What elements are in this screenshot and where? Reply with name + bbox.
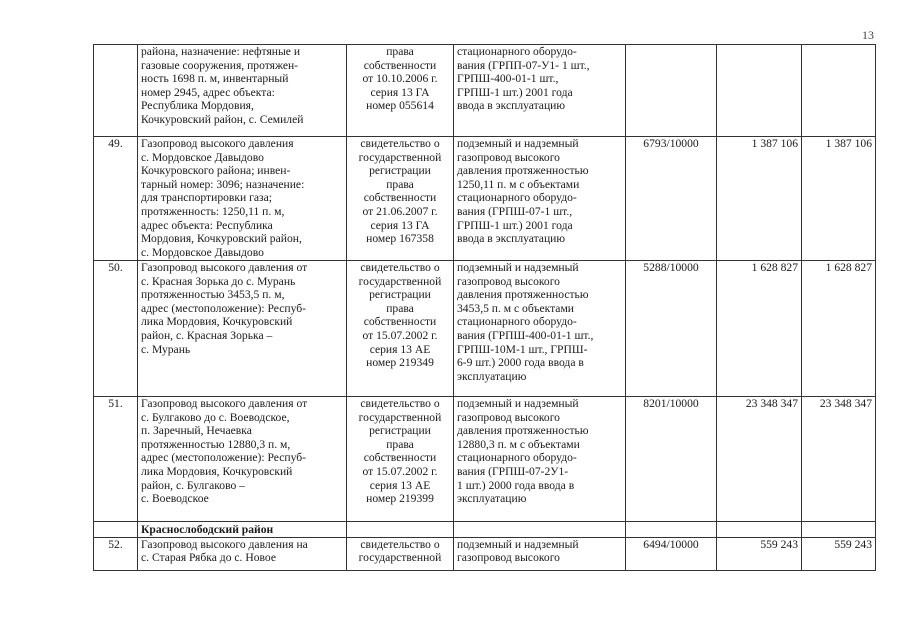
text-line: с. Мордовское Давыдово [141,245,264,259]
text-line: района, назначение: нефтяные и [141,45,301,58]
object-name-cell [138,537,347,570]
text-line: свидетельство о [360,537,440,551]
text-line: газовые сооружения, протяжен- [141,58,299,72]
value-cell: 1 628 827 [802,261,876,397]
text-line: тарный номер: 3096; назначение: [141,177,305,191]
text-line: адрес (местоположение): Респуб- [141,451,306,465]
text-line: права [386,437,414,451]
row-number-cell [94,522,138,538]
text-line: от 10.10.2006 г. [362,72,438,86]
value-cell: 1 387 106 [802,137,876,261]
row-number-cell [94,45,138,137]
text-line: Республика Мордовия, [141,99,254,113]
text-line: номер 055614 [366,99,434,113]
text-line: адрес объекта: Республика [141,218,273,232]
text-line: от 21.06.2007 г. [362,204,438,218]
text-line: серия 13 ГА [370,85,430,99]
certificate-cell [347,137,454,261]
text-line: собственности [363,191,437,205]
text-line: эксплуатацию [457,369,527,383]
text-line: номер 167358 [366,232,434,246]
text-line: ввода в эксплуатацию [457,232,566,246]
certificate-cell [347,522,454,538]
value-cell: 559 243 [802,537,876,570]
text-line: государственной [358,274,442,288]
text-line: 6-9 шт.) 2000 года ввода в [457,356,584,370]
text-line: права [386,177,414,191]
table-row [94,137,876,261]
certificate-cell [347,397,454,522]
text-line: вания (ГРПШ-07-1 шт., [457,204,573,218]
text-line: давления протяженностью [457,424,589,438]
text-line: подземный и надземный [457,397,579,410]
text-line: с. Красная Зорька до с. Мурань [141,274,296,288]
text-line: от 15.07.2002 г. [362,464,438,478]
text-line: вания (ГРПШ-400-01-1 шт., [457,328,594,342]
text-line: давления протяженностью [457,164,589,178]
value-cell: 1 387 106 [717,137,802,261]
text-line: собственности [363,315,437,329]
text-line: номер 219349 [366,356,434,370]
text-line: Газопровод высокого давления от [141,397,308,410]
text-line: подземный и надземный [457,137,579,150]
table-row [94,397,876,522]
text-line: вания (ГРПШ-07-2У1- [457,464,569,478]
share-cell: 5288/10000 [626,261,717,397]
value-cell: 559 243 [717,537,802,570]
table-row [94,45,876,137]
text-line: газопровод высокого [457,410,560,424]
text-line: ввода в эксплуатацию [457,99,566,113]
text-line: с. Булгаково до с. Воеводское, [141,410,290,424]
text-line: номер 2945, адрес объекта: [141,85,275,99]
text-line: серия 13 ГА [370,218,430,232]
text-line: подземный и надземный [457,261,579,274]
row-number-cell: 49. [94,137,138,261]
value-cell [717,45,802,137]
value-cell: 1 628 827 [717,261,802,397]
text-line: свидетельство о [360,261,440,274]
value-cell: 23 348 347 [717,397,802,522]
object-name-cell [138,397,347,522]
text-line: с. Мордовское Давыдово [141,150,264,164]
share-cell [626,522,717,538]
text-line: эксплуатацию [457,492,527,506]
text-line: ГРПШ-400-01-1 шт., [457,72,559,86]
text-line: регистрации [369,164,431,178]
value-cell [802,522,876,538]
text-line: газопровод высокого [457,150,560,164]
text-line: стационарного оборудо- [457,315,577,329]
text-line: вания (ГРПП-07-У1- 1 шт., [457,58,590,72]
text-line: с. Мурань [141,342,191,356]
text-line: ГРПШ-1 шт.) 2001 года [457,218,573,232]
certificate-cell [347,45,454,137]
text-line: Кочкуровский район, с. Семилей [141,112,304,126]
text-line: права [386,301,414,315]
text-line: протяженностью 12880,3 п. м, [141,437,291,451]
text-line: государственной [358,410,442,424]
property-register-table [93,44,876,571]
text-line: собственности [363,451,437,465]
description-cell [454,261,626,397]
text-line: 12880,3 п. м с объектами [457,437,580,451]
text-line: подземный и надземный [457,537,579,551]
table-body [94,45,876,571]
text-line: адрес (местоположение): Респуб- [141,301,306,315]
object-name-cell [138,261,347,397]
share-cell: 6494/10000 [626,537,717,570]
description-cell [454,522,626,538]
text-line: от 15.07.2002 г. [362,328,438,342]
text-line: газопровод высокого [457,274,560,288]
row-number-cell: 52. [94,537,138,570]
text-line: Газопровод высокого давления на [141,537,308,551]
value-cell [802,45,876,137]
text-line: Кочкуровского района; инвен- [141,164,291,178]
certificate-cell [347,261,454,397]
description-cell [454,45,626,137]
section-row [94,522,876,538]
row-number-cell: 50. [94,261,138,397]
text-line: Краснослободский район [141,523,274,536]
text-line: ГРПШ-10М-1 шт., ГРПШ- [457,342,588,356]
text-line: стационарного оборудо- [457,451,577,465]
text-line: свидетельство о [360,137,440,150]
text-line: Мордовия, Кочкуровский район, [141,232,302,246]
text-line: 1 шт.) 2000 года ввода в [457,478,575,492]
value-cell [717,522,802,538]
text-line: стационарного оборудо- [457,191,577,205]
text-line: государственной [358,150,442,164]
text-line: ность 1698 п. м, инвентарный [141,72,289,86]
text-line: 3453,5 п. м с объектами [457,301,574,315]
text-line: Газопровод высокого давления от [141,261,308,274]
text-line: для транспортировки газа; [141,191,272,205]
text-line: серия 13 АЕ [369,342,431,356]
text-line: протяженностью 3453,5 п. м, [141,288,285,302]
text-line: район, с. Булгаково – [141,478,245,492]
text-line: район, с. Красная Зорька – [141,328,273,342]
description-cell [454,137,626,261]
text-line: номер 219399 [366,492,434,506]
description-cell [454,397,626,522]
page-number: 13 [862,28,874,42]
text-line: серия 13 АЕ [369,478,431,492]
object-name-cell [138,522,347,538]
text-line: собственности [363,58,437,72]
text-line: регистрации [369,424,431,438]
value-cell: 23 348 347 [802,397,876,522]
certificate-cell [347,537,454,570]
text-line: Газопровод высокого давления [141,137,294,150]
text-line: лика Мордовия, Кочкуровский [141,315,293,329]
share-cell [626,45,717,137]
share-cell: 6793/10000 [626,137,717,261]
table-row [94,537,876,570]
text-line: государственной [358,551,442,565]
text-line: с. Воеводское [141,492,209,506]
text-line: п. Заречный, Нечаевка [141,424,252,438]
description-cell [454,537,626,570]
text-line: регистрации [369,288,431,302]
text-line: газопровод высокого [457,551,560,565]
text-line: 1250,11 п. м с объектами [457,177,580,191]
text-line: давления протяженностью [457,288,589,302]
text-line: с. Старая Рябка до с. Новое [141,551,276,565]
object-name-cell [138,45,347,137]
text-line: права [386,45,414,58]
table-row [94,261,876,397]
text-line: протяженность: 1250,11 п. м, [141,204,285,218]
share-cell: 8201/10000 [626,397,717,522]
text-line: лика Мордовия, Кочкуровский [141,464,293,478]
text-line: стационарного оборудо- [457,45,577,58]
text-line: свидетельство о [360,397,440,410]
text-line: ГРПШ-1 шт.) 2001 года [457,85,573,99]
row-number-cell: 51. [94,397,138,522]
object-name-cell [138,137,347,261]
